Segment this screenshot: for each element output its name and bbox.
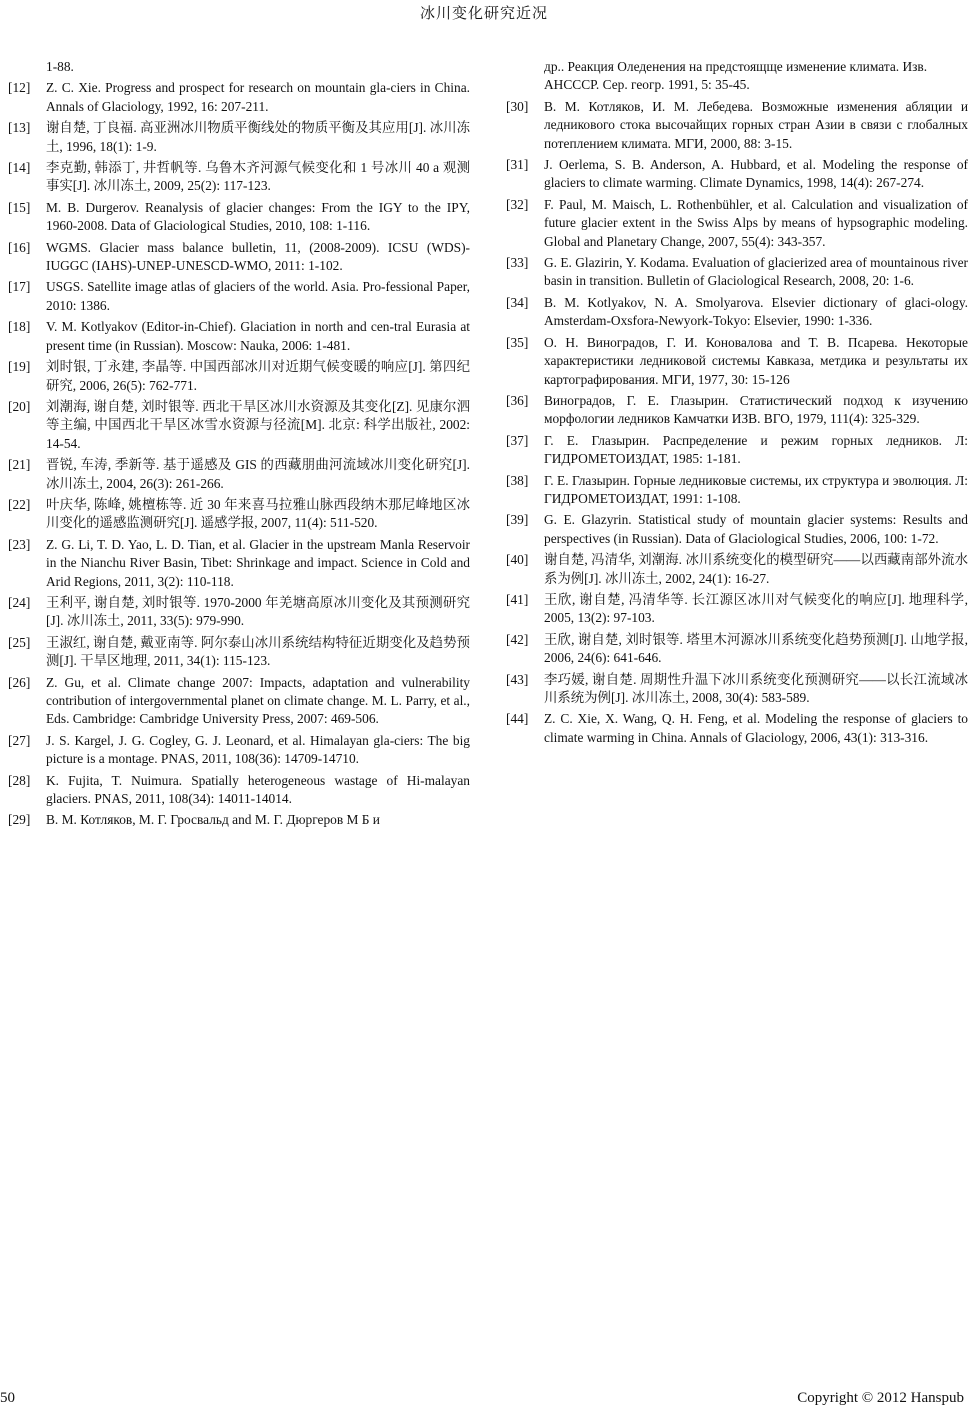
reference-entry [8,79,470,116]
reference-number: [39] [506,512,529,528]
reference-text: 晋锐, 车涛, 季新等. 基于遥感及 GIS 的西藏朋曲河流域冰川变化研究[J]. 冰川冻土, 2004, 26(3): 261-266. [46,457,470,491]
reference-entry [8,772,470,809]
reference-text: Виноградов, Г. Е. Глазырин. Статистический подход к изучению морфологии ледников Камчатки ИЗВ. ВГО, 1979, 111(4): 325-329. [544,392,968,427]
reference-number: [25] [8,634,31,650]
reference-entry [8,318,470,355]
reference-number: [37] [506,432,529,448]
reference-text: 李克勤, 韩添丁, 井哲帆等. 乌鲁木齐河源气候变化和 1 号冰川 40 a 观测事实[J]. 冰川冻土, 2009, 25(2): 117-123. [46,160,470,194]
reference-text: F. Paul, M. Maisch, L. Rothenbühler, et al. Calculation and visualization of future glacier extent in the Swiss Alps by means of hypsographic modeling. Global and Planetary Change, 2007, 55(4): 343-357. [544,196,968,249]
reference-text: WGMS. Glacier mass balance bulletin, 11, (2008-2009). ICSU (WDS)-IUGGC (IAHS)-UNEP-UNESCD-WMO, 2011: 1-102. [46,239,470,274]
reference-entry [506,432,968,469]
reference-entry [506,472,968,509]
reference-entry [8,674,470,729]
reference-text: 刘潮海, 谢自楚, 刘时银等. 西北干旱区冰川水资源及其变化[Z]. 见康尔泗等主编, 中国西北干旱区冰雪水资源与径流[M]. 北京: 科学出版社, 2002: 14-54. [46,398,470,451]
reference-entry [506,334,968,389]
reference-number: [29] [8,812,31,828]
reference-entry [8,594,470,631]
reference-number: [17] [8,279,31,295]
reference-text: 王淑红, 谢自楚, 戴亚南等. 阿尔泰山冰川系统结构特征近期变化及趋势预测[J]. 干旱区地理, 2011, 34(1): 115-123. [46,634,470,669]
reference-entry [8,536,470,591]
reference-number: [26] [8,674,31,690]
reference-number: [30] [506,98,529,114]
reference-entry [506,710,968,747]
reference-number: [16] [8,239,31,255]
reference-entry [8,358,470,395]
reference-list-right [506,98,968,747]
reference-text: 李巧媛, 谢自楚. 周期性升温下冰川系统变化预测研究——以长江流域冰川系统为例[J]. 冰川冻土, 2008, 30(4): 583-589. [544,671,968,705]
reference-entry [506,392,968,429]
reference-entry [506,156,968,193]
reference-text: 王欣, 谢自楚, 冯清华等. 长江源区冰川对气候变化的响应[J]. 地理科学, 2005, 13(2): 97-103. [544,591,968,626]
reference-entry [8,634,470,671]
reference-number: [15] [8,199,31,215]
reference-entry [8,811,470,829]
reference-text: 叶庆华, 陈峰, 姚檀栋等. 近 30 年来喜马拉雅山脉西段纳木那尼峰地区冰川变化的遥感监测研究[J]. 遥感学报, 2007, 11(4): 511-520. [46,496,470,531]
reference-number: [21] [8,457,31,473]
reference-text: Г. Е. Глазырин. Горные ледниковые системы, их структура и эволюция. Л: ГИДРОМЕТОИЗДАТ, 1991: 1-108. [544,472,968,506]
reference-list-left [8,79,470,829]
reference-text: K. Fujita, T. Nuimura. Spatially heterogeneous wastage of Hi-malayan glaciers. PNAS, 2011, 108(34): 14011-14014. [46,772,470,807]
reference-text: 谢自楚, 冯清华, 刘潮海. 冰川系统变化的模型研究——以西藏南部外流水系为例[J]. 冰川冻土, 2002, 24(1): 16-27. [544,552,968,586]
reference-entry [8,239,470,276]
reference-text: В. М. Котляков, М. Г. Гросвальд and М. Г. Дюргеров М Б и [46,812,380,828]
reference-text: 王利平, 谢自楚, 刘时银等. 1970-2000 年羌塘高原冰川变化及其预测研究[J]. 冰川冻土, 2011, 33(5): 979-990. [46,594,470,629]
reference-number: [13] [8,120,31,136]
reference-entry [8,159,470,196]
reference-entry [8,278,470,315]
reference-entry [506,671,968,708]
reference-entry [8,456,470,493]
reference-entry [506,631,968,668]
reference-number: [22] [8,496,31,512]
reference-number: [43] [506,671,529,687]
reference-number: [42] [506,631,529,647]
reference-number: [23] [8,536,31,552]
reference-text: G. E. Glazirin, Y. Kodama. Evaluation of glacierized area of mountainous river basin in transition. Bulletin of Glaciological Research, 2008, 20: 1-6. [544,255,968,289]
reference-text: 王欣, 谢自楚, 刘时银等. 塔里木河源冰川系统变化趋势预测[J]. 山地学报, 2006, 24(6): 641-646. [544,631,968,666]
reference-text: 刘时银, 丁永建, 李晶等. 中国西部冰川对近期气候变暖的响应[J]. 第四纪研究, 2006, 26(5): 762-771. [46,359,470,393]
copyright-notice: Copyright © 2012 Hanspub [797,1390,964,1406]
reference-entry [506,511,968,548]
reference-entry [506,591,968,628]
reference-number: [31] [506,157,529,173]
reference-number: [24] [8,594,31,610]
reference-number: [12] [8,80,31,96]
reference-text: Z. Gu, et al. Climate change 2007: Impacts, adaptation and vulnerability contribution of intergovernmental planet on climate change. M. L. Parry, et al., Eds. Cambridge: Cambridge University Press, 2007: 469-506. [46,674,470,727]
reference-text: J. S. Kargel, J. G. Cogley, G. J. Leonard, et al. Himalayan gla-ciers: The big picture is a montage. PNAS, 2011, 108(36): 14709-14710. [46,732,470,767]
reference-entry [8,732,470,769]
reference-number: [36] [506,392,529,408]
reference-text: Z. G. Li, T. D. Yao, L. D. Tian, et al. Glacier in the upstream Manla Reservoir in the Nianchu River Basin, Tibet: Shrinkage and impact. Science in Cold and Arid Regions, 2011, 3(2): 110-118. [46,536,470,589]
reference-number: [44] [506,711,529,727]
reference-continuation: др.. Реакция Оледенения на предстоящще изменение климата. Изв. АНСССР. Сер. геогр. 1991, 5: 35-45. [544,59,928,93]
reference-text: О. Н. Виноградов, Г. И. Коновалова and Т. В. Псарева. Некоторые характеристики ледниковой системы Кавказа, метдика и результаты их картографирования. МГИ, 1977, 30: 15-126 [544,334,968,387]
reference-continuation: 1-88. [46,59,74,74]
reference-number: [33] [506,255,529,271]
reference-text: Г. Е. Глазырин. Распределение и режим горных ледников. Л: ГИДРОМЕТОИЗДАТ, 1985: 1-181. [544,432,968,467]
reference-number: [18] [8,319,31,335]
running-title: 冰川变化研究近况 [419,6,548,22]
reference-number: [14] [8,160,31,176]
reference-entry [8,199,470,236]
reference-number: [41] [506,591,529,607]
reference-text: Z. C. Xie. Progress and prospect for research on mountain gla-ciers in China. Annals of Glaciology, 1992, 16: 207-211. [46,80,470,114]
reference-text: M. B. Durgerov. Reanalysis of glacier changes: From the IGY to the IPY, 1960-2008. Data of Glaciological Studies, 2010, 108: 1-116. [46,199,470,234]
reference-number: [38] [506,472,529,488]
reference-entry [506,294,968,331]
page-number: 50 [0,1390,15,1406]
reference-number: [34] [506,294,529,310]
reference-entry [506,551,968,588]
right-column-references [506,58,968,750]
reference-number: [40] [506,552,529,568]
reference-number: [27] [8,732,31,748]
reference-entry [506,254,968,291]
reference-entry [8,119,470,156]
reference-text: В. М. Котляков, И. М. Лебедева. Возможные изменения абляции и ледникового стока высочайщих горных стран Азии в связи с глобалных потеплением климата. МГИ, 2000, 88: 3-15. [544,98,968,151]
reference-entry [506,98,968,153]
reference-number: [28] [8,772,31,788]
reference-entry [8,398,470,453]
reference-text: G. E. Glazyrin. Statistical study of mountain glacier systems: Results and perspectives (in Russian). Data of Glaciological Studies, 2006, 100: 1-72. [544,512,968,546]
reference-number: [32] [506,196,529,212]
reference-text: 谢自楚, 丁良福. 高亚洲冰川物质平衡线处的物质平衡及其应用[J]. 冰川冻土, 1996, 18(1): 1-9. [46,120,470,154]
left-column-references [8,58,470,833]
reference-text: Z. C. Xie, X. Wang, Q. H. Feng, et al. Modeling the response of glaciers to climate warming in China. Annals of Glaciology, 2006, 43(1): 313-316. [544,711,968,745]
reference-number: [35] [506,334,529,350]
reference-text: USGS. Satellite image atlas of glaciers of the world. Asia. Pro-fessional Paper, 2010: 1386. [46,279,470,313]
reference-number: [20] [8,398,31,414]
reference-text: J. Oerlema, S. B. Anderson, A. Hubbard, et al. Modeling the response of glaciers to climate warming. Climate Dynamics, 1998, 14(4): 267-274. [544,157,968,191]
reference-entry [506,196,968,251]
reference-entry [8,496,470,533]
reference-text: B. M. Kotlyakov, N. A. Smolyarova. Elsevier dictionary of glaci-ology. Amsterdam-Oxsfora-Newyork-Tokyo: Elsevier, 1990: 1-336. [544,294,968,329]
reference-number: [19] [8,359,31,375]
reference-text: V. M. Kotlyakov (Editor-in-Chief). Glaciation in north and cen-tral Eurasia at present time (in Russian). Moscow: Nauka, 2006: 1-481. [46,319,470,353]
